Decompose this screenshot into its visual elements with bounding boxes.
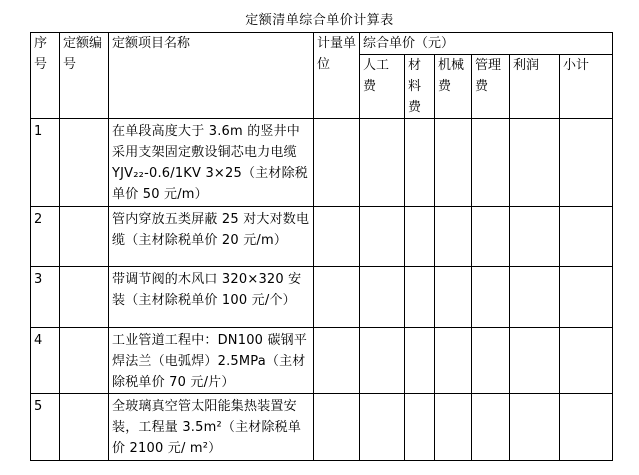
row-machine (435, 267, 472, 328)
row-labor (360, 267, 405, 328)
row-code (60, 207, 109, 267)
table-row (31, 207, 613, 267)
row-no: 3 (31, 267, 60, 328)
row-machine (435, 119, 472, 207)
header-labor: 人工费 (360, 55, 405, 119)
header-machine: 机械费 (435, 55, 472, 119)
header-subtotal: 小计 (560, 55, 613, 119)
row-unit (314, 267, 360, 328)
row-machine (435, 394, 472, 461)
header-profit: 利润 (510, 55, 560, 119)
row-labor (360, 119, 405, 207)
row-unit (314, 394, 360, 461)
row-subtotal (560, 267, 613, 328)
header-row-top (31, 33, 613, 55)
row-management (472, 119, 510, 207)
row-code (60, 328, 109, 394)
row-material (405, 119, 435, 207)
row-unit (314, 207, 360, 267)
header-material: 材料费 (405, 55, 435, 119)
row-name: 工业管道工程中：DN100 碳钢平焊法兰（电弧焊）2.5MPa（主材除税单价 70 元/片） (109, 328, 314, 394)
row-name: 全玻璃真空管太阳能集热装置安装，工程量 3.5m²（主材除税单价 2100 元/ m²） (109, 394, 314, 461)
row-name: 在单段高度大于 3.6m 的竖井中采用支架固定敷设铜芯电力电缆 YJV₂₂-0.6/1KV 3×25（主材除税单价 50 元/m） (109, 119, 314, 207)
row-profit (510, 207, 560, 267)
table-row (31, 328, 613, 394)
table-row (31, 394, 613, 461)
row-name: 带调节阀的木风口 320×320 安装（主材除税单价 100 元/个） (109, 267, 314, 328)
row-management (472, 207, 510, 267)
row-subtotal (560, 394, 613, 461)
header-name: 定额项目名称 (109, 33, 314, 119)
row-material (405, 207, 435, 267)
header-no: 序号 (31, 33, 60, 119)
row-subtotal (560, 328, 613, 394)
row-material (405, 394, 435, 461)
row-profit (510, 267, 560, 328)
header-code: 定额编号 (60, 33, 109, 119)
row-machine (435, 328, 472, 394)
row-profit (510, 119, 560, 207)
row-management (472, 267, 510, 328)
row-profit (510, 328, 560, 394)
row-material (405, 328, 435, 394)
row-name: 管内穿放五类屏蔽 25 对大对数电缆（主材除税单价 20 元/m） (109, 207, 314, 267)
row-machine (435, 207, 472, 267)
row-unit (314, 119, 360, 207)
row-no: 4 (31, 328, 60, 394)
row-no: 1 (31, 119, 60, 207)
row-subtotal (560, 207, 613, 267)
row-no: 5 (31, 394, 60, 461)
table-row (31, 119, 613, 207)
row-management (472, 328, 510, 394)
row-code (60, 394, 109, 461)
header-unit-price-group: 综合单价（元） (360, 33, 613, 55)
row-labor (360, 207, 405, 267)
header-management: 管理费 (472, 55, 510, 119)
row-unit (314, 328, 360, 394)
row-management (472, 394, 510, 461)
row-profit (510, 394, 560, 461)
unit-price-table (30, 32, 613, 461)
row-labor (360, 328, 405, 394)
row-subtotal (560, 119, 613, 207)
table-row (31, 267, 613, 328)
header-unit: 计量单位 (314, 33, 360, 119)
row-no: 2 (31, 207, 60, 267)
row-material (405, 267, 435, 328)
document-title: 定额清单综合单价计算表 (245, 13, 394, 28)
row-labor (360, 394, 405, 461)
row-code (60, 119, 109, 207)
row-code (60, 267, 109, 328)
